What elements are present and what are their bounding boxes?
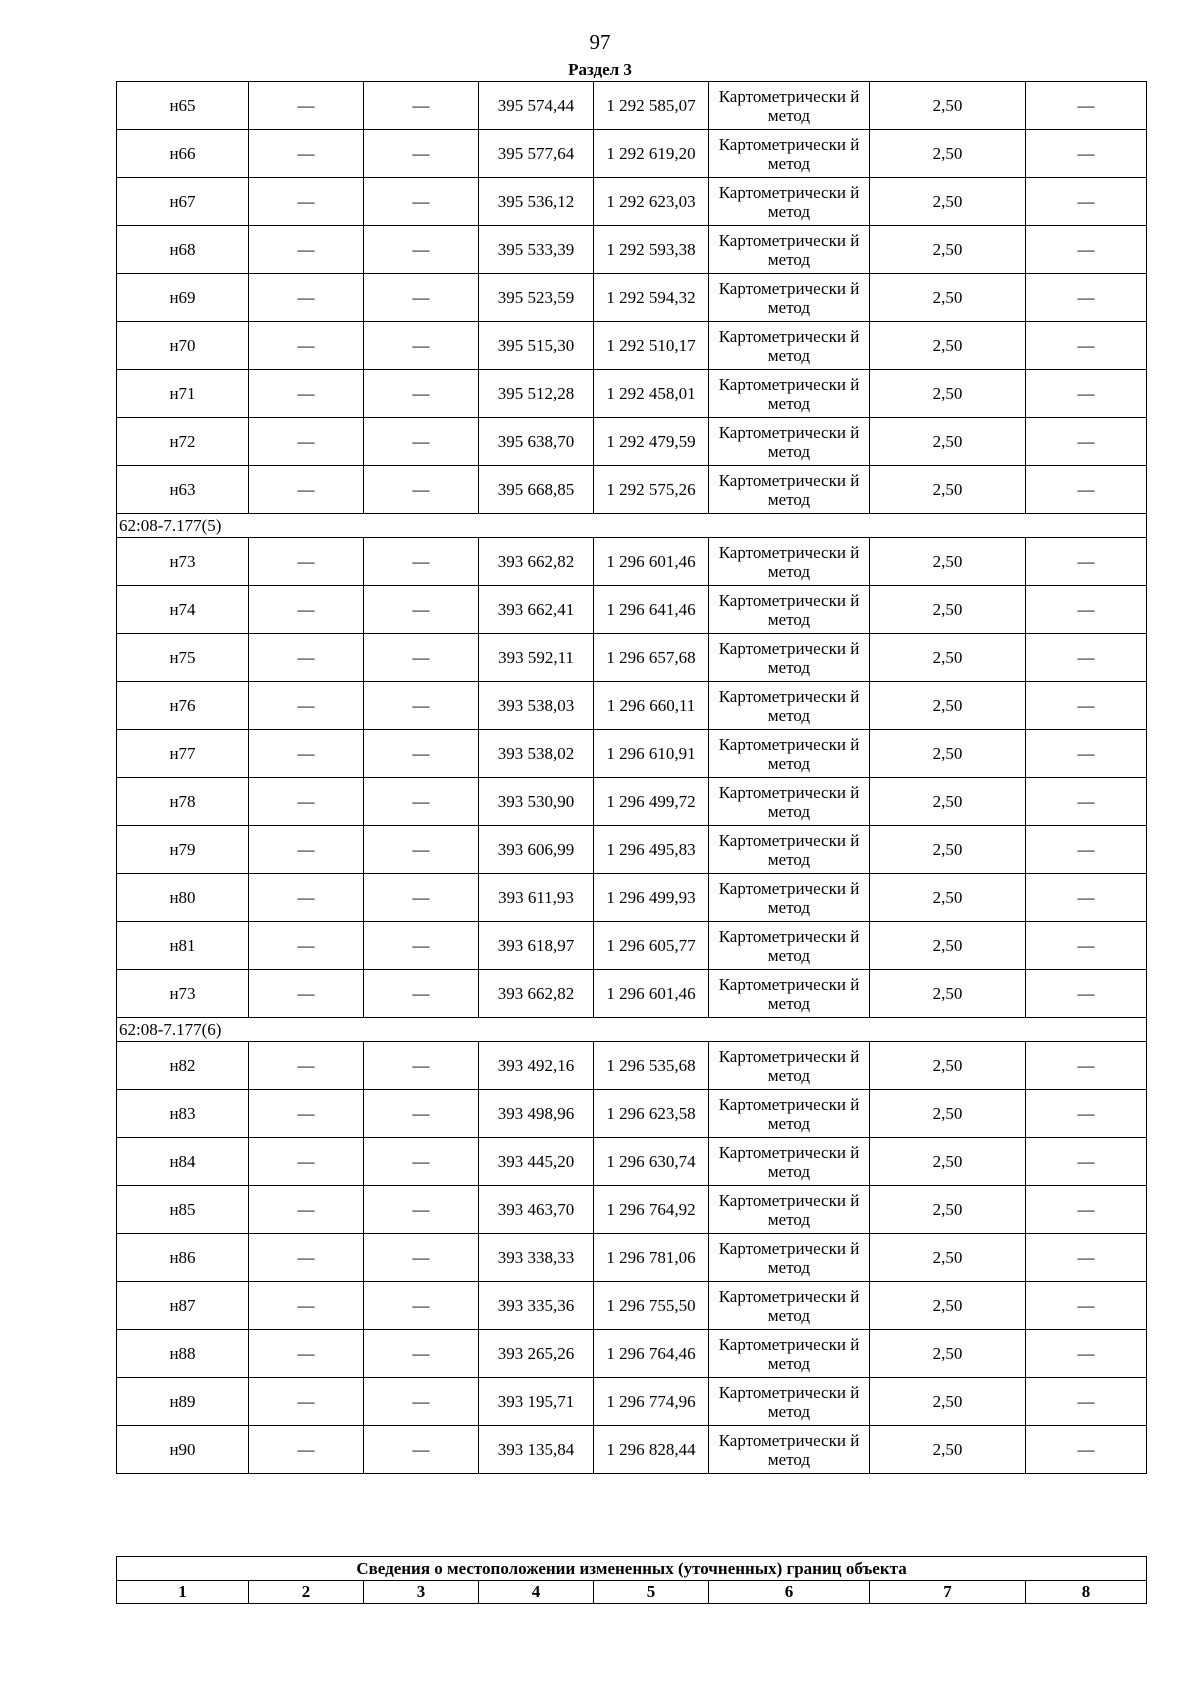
table-row: [117, 418, 1147, 466]
point-name-cell: н81: [117, 922, 249, 970]
y-coordinate-cell: 1 292 510,17: [594, 322, 709, 370]
y-coordinate-cell: 1 296 601,46: [594, 970, 709, 1018]
y-coordinate-cell: 1 296 657,68: [594, 634, 709, 682]
dash-cell: —: [249, 1186, 364, 1234]
table-row: [117, 1186, 1147, 1234]
accuracy-cell: 2,50: [870, 466, 1026, 514]
x-coordinate-cell: 393 606,99: [479, 826, 594, 874]
dash-cell: —: [249, 1378, 364, 1426]
accuracy-cell: 2,50: [870, 586, 1026, 634]
x-coordinate-cell: 393 463,70: [479, 1186, 594, 1234]
dash-cell: —: [249, 226, 364, 274]
dash-cell: —: [364, 1138, 479, 1186]
boundary-info-table: [116, 1556, 1147, 1604]
dash-cell: —: [364, 466, 479, 514]
point-name-cell: н89: [117, 1378, 249, 1426]
dash-cell: —: [1026, 1042, 1147, 1090]
dash-cell: —: [249, 274, 364, 322]
x-coordinate-cell: 395 523,59: [479, 274, 594, 322]
dash-cell: —: [249, 778, 364, 826]
table-row: [117, 82, 1147, 130]
x-coordinate-cell: 395 515,30: [479, 322, 594, 370]
table-row: [117, 130, 1147, 178]
method-cell: Картометрически й метод: [709, 1378, 870, 1426]
point-name-cell: н65: [117, 82, 249, 130]
point-name-cell: н78: [117, 778, 249, 826]
y-coordinate-cell: 1 296 495,83: [594, 826, 709, 874]
dash-cell: —: [1026, 586, 1147, 634]
x-coordinate-cell: 393 135,84: [479, 1426, 594, 1474]
dash-cell: —: [1026, 322, 1147, 370]
dash-cell: —: [249, 1282, 364, 1330]
method-cell: Картометрически й метод: [709, 1282, 870, 1330]
x-coordinate-cell: 393 592,11: [479, 634, 594, 682]
dash-cell: —: [364, 1378, 479, 1426]
dash-cell: —: [364, 1186, 479, 1234]
accuracy-cell: 2,50: [870, 1138, 1026, 1186]
x-coordinate-cell: 395 574,44: [479, 82, 594, 130]
method-cell: Картометрически й метод: [709, 778, 870, 826]
dash-cell: —: [1026, 826, 1147, 874]
dash-cell: —: [1026, 130, 1147, 178]
dash-cell: —: [1026, 538, 1147, 586]
table-row: [117, 970, 1147, 1018]
dash-cell: —: [1026, 682, 1147, 730]
column-number: 5: [594, 1581, 709, 1604]
dash-cell: —: [364, 82, 479, 130]
table-row: [117, 586, 1147, 634]
point-name-cell: н82: [117, 1042, 249, 1090]
point-name-cell: н83: [117, 1090, 249, 1138]
point-name-cell: н87: [117, 1282, 249, 1330]
dash-cell: —: [364, 778, 479, 826]
dash-cell: —: [364, 682, 479, 730]
table-row: [117, 634, 1147, 682]
dash-cell: —: [249, 1138, 364, 1186]
dash-cell: —: [1026, 82, 1147, 130]
dash-cell: —: [1026, 730, 1147, 778]
y-coordinate-cell: 1 292 479,59: [594, 418, 709, 466]
accuracy-cell: 2,50: [870, 178, 1026, 226]
method-cell: Картометрически й метод: [709, 226, 870, 274]
dash-cell: —: [364, 922, 479, 970]
y-coordinate-cell: 1 296 764,92: [594, 1186, 709, 1234]
y-coordinate-cell: 1 292 585,07: [594, 82, 709, 130]
point-name-cell: н70: [117, 322, 249, 370]
dash-cell: —: [249, 1234, 364, 1282]
dash-cell: —: [249, 826, 364, 874]
method-cell: Картометрически й метод: [709, 1330, 870, 1378]
dash-cell: —: [1026, 418, 1147, 466]
table-row: [117, 322, 1147, 370]
x-coordinate-cell: 393 611,93: [479, 874, 594, 922]
method-cell: Картометрически й метод: [709, 1234, 870, 1282]
method-cell: Картометрически й метод: [709, 922, 870, 970]
accuracy-cell: 2,50: [870, 370, 1026, 418]
table-row: [117, 538, 1147, 586]
dash-cell: —: [1026, 634, 1147, 682]
dash-cell: —: [364, 1234, 479, 1282]
accuracy-cell: 2,50: [870, 826, 1026, 874]
table-row: [117, 1138, 1147, 1186]
dash-cell: —: [249, 730, 364, 778]
x-coordinate-cell: 393 265,26: [479, 1330, 594, 1378]
accuracy-cell: 2,50: [870, 322, 1026, 370]
method-cell: Картометрически й метод: [709, 538, 870, 586]
x-coordinate-cell: 393 335,36: [479, 1282, 594, 1330]
method-cell: Картометрически й метод: [709, 634, 870, 682]
dash-cell: —: [364, 1426, 479, 1474]
method-cell: Картометрически й метод: [709, 1138, 870, 1186]
point-name-cell: н76: [117, 682, 249, 730]
x-coordinate-cell: 395 512,28: [479, 370, 594, 418]
x-coordinate-cell: 393 662,41: [479, 586, 594, 634]
point-name-cell: н86: [117, 1234, 249, 1282]
x-coordinate-cell: 393 662,82: [479, 538, 594, 586]
section-title: Раздел 3: [568, 60, 632, 79]
table-row: [117, 178, 1147, 226]
point-name-cell: н73: [117, 538, 249, 586]
y-coordinate-cell: 1 296 535,68: [594, 1042, 709, 1090]
x-coordinate-cell: 393 338,33: [479, 1234, 594, 1282]
dash-cell: —: [364, 226, 479, 274]
accuracy-cell: 2,50: [870, 1042, 1026, 1090]
x-coordinate-cell: 395 536,12: [479, 178, 594, 226]
accuracy-cell: 2,50: [870, 1234, 1026, 1282]
dash-cell: —: [1026, 922, 1147, 970]
dash-cell: —: [1026, 970, 1147, 1018]
x-coordinate-cell: 393 530,90: [479, 778, 594, 826]
dash-cell: —: [364, 1090, 479, 1138]
column-number: 4: [479, 1581, 594, 1604]
dash-cell: —: [249, 1042, 364, 1090]
method-cell: Картометрически й метод: [709, 322, 870, 370]
dash-cell: —: [364, 130, 479, 178]
dash-cell: —: [249, 586, 364, 634]
table-row: [117, 1282, 1147, 1330]
dash-cell: —: [364, 1330, 479, 1378]
column-number: 6: [709, 1581, 870, 1604]
dash-cell: —: [1026, 778, 1147, 826]
point-name-cell: н63: [117, 466, 249, 514]
point-name-cell: н79: [117, 826, 249, 874]
method-cell: Картометрически й метод: [709, 466, 870, 514]
dash-cell: —: [1026, 1138, 1147, 1186]
accuracy-cell: 2,50: [870, 1330, 1026, 1378]
point-name-cell: н72: [117, 418, 249, 466]
dash-cell: —: [249, 1090, 364, 1138]
dash-cell: —: [1026, 466, 1147, 514]
dash-cell: —: [364, 370, 479, 418]
accuracy-cell: 2,50: [870, 730, 1026, 778]
column-number: 7: [870, 1581, 1026, 1604]
y-coordinate-cell: 1 292 593,38: [594, 226, 709, 274]
x-coordinate-cell: 393 538,03: [479, 682, 594, 730]
page-number: 97: [589, 30, 611, 54]
point-name-cell: н88: [117, 1330, 249, 1378]
y-coordinate-cell: 1 292 619,20: [594, 130, 709, 178]
group-header-row: [117, 514, 1147, 538]
dash-cell: —: [364, 586, 479, 634]
dash-cell: —: [1026, 1186, 1147, 1234]
point-name-cell: н66: [117, 130, 249, 178]
table-row: [117, 1330, 1147, 1378]
method-cell: Картометрически й метод: [709, 130, 870, 178]
accuracy-cell: 2,50: [870, 778, 1026, 826]
accuracy-cell: 2,50: [870, 922, 1026, 970]
dash-cell: —: [249, 82, 364, 130]
dash-cell: —: [1026, 178, 1147, 226]
accuracy-cell: 2,50: [870, 1282, 1026, 1330]
accuracy-cell: 2,50: [870, 682, 1026, 730]
method-cell: Картометрически й метод: [709, 370, 870, 418]
point-name-cell: н69: [117, 274, 249, 322]
table-row: [117, 1090, 1147, 1138]
x-coordinate-cell: 395 638,70: [479, 418, 594, 466]
dash-cell: —: [364, 1282, 479, 1330]
x-coordinate-cell: 393 618,97: [479, 922, 594, 970]
y-coordinate-cell: 1 292 594,32: [594, 274, 709, 322]
group-label: 62:08-7.177(6): [117, 1018, 1147, 1042]
dash-cell: —: [249, 466, 364, 514]
accuracy-cell: 2,50: [870, 82, 1026, 130]
y-coordinate-cell: 1 296 623,58: [594, 1090, 709, 1138]
footer-title: Сведения о местоположении измененных (уточненных) границ объекта: [117, 1557, 1147, 1581]
dash-cell: —: [249, 322, 364, 370]
dash-cell: —: [249, 922, 364, 970]
table-row: [117, 730, 1147, 778]
accuracy-cell: 2,50: [870, 634, 1026, 682]
table-row: [117, 874, 1147, 922]
dash-cell: —: [249, 1426, 364, 1474]
y-coordinate-cell: 1 292 623,03: [594, 178, 709, 226]
dash-cell: —: [364, 538, 479, 586]
accuracy-cell: 2,50: [870, 538, 1026, 586]
point-name-cell: н90: [117, 1426, 249, 1474]
method-cell: Картометрически й метод: [709, 418, 870, 466]
dash-cell: —: [364, 874, 479, 922]
dash-cell: —: [249, 874, 364, 922]
table-row: [117, 922, 1147, 970]
y-coordinate-cell: 1 296 610,91: [594, 730, 709, 778]
y-coordinate-cell: 1 296 781,06: [594, 1234, 709, 1282]
dash-cell: —: [1026, 1282, 1147, 1330]
x-coordinate-cell: 393 195,71: [479, 1378, 594, 1426]
dash-cell: —: [1026, 1426, 1147, 1474]
method-cell: Картометрически й метод: [709, 82, 870, 130]
point-name-cell: н71: [117, 370, 249, 418]
y-coordinate-cell: 1 296 828,44: [594, 1426, 709, 1474]
dash-cell: —: [364, 178, 479, 226]
table-row: [117, 1378, 1147, 1426]
point-name-cell: н74: [117, 586, 249, 634]
dash-cell: —: [249, 970, 364, 1018]
y-coordinate-cell: 1 296 601,46: [594, 538, 709, 586]
x-coordinate-cell: 395 668,85: [479, 466, 594, 514]
x-coordinate-cell: 395 533,39: [479, 226, 594, 274]
point-name-cell: н80: [117, 874, 249, 922]
point-name-cell: н75: [117, 634, 249, 682]
accuracy-cell: 2,50: [870, 226, 1026, 274]
dash-cell: —: [1026, 1330, 1147, 1378]
column-number: 3: [364, 1581, 479, 1604]
y-coordinate-cell: 1 296 660,11: [594, 682, 709, 730]
table-row: [117, 466, 1147, 514]
method-cell: Картометрически й метод: [709, 682, 870, 730]
accuracy-cell: 2,50: [870, 1378, 1026, 1426]
accuracy-cell: 2,50: [870, 1186, 1026, 1234]
dash-cell: —: [1026, 274, 1147, 322]
column-number: 1: [117, 1581, 249, 1604]
dash-cell: —: [364, 418, 479, 466]
y-coordinate-cell: 1 296 630,74: [594, 1138, 709, 1186]
method-cell: Картометрически й метод: [709, 826, 870, 874]
accuracy-cell: 2,50: [870, 418, 1026, 466]
x-coordinate-cell: 393 445,20: [479, 1138, 594, 1186]
dash-cell: —: [249, 418, 364, 466]
dash-cell: —: [364, 274, 479, 322]
dash-cell: —: [1026, 874, 1147, 922]
accuracy-cell: 2,50: [870, 970, 1026, 1018]
y-coordinate-cell: 1 292 575,26: [594, 466, 709, 514]
dash-cell: —: [364, 1042, 479, 1090]
dash-cell: —: [1026, 226, 1147, 274]
dash-cell: —: [249, 370, 364, 418]
method-cell: Картометрически й метод: [709, 1090, 870, 1138]
group-header-row: [117, 1018, 1147, 1042]
y-coordinate-cell: 1 296 774,96: [594, 1378, 709, 1426]
method-cell: Картометрически й метод: [709, 970, 870, 1018]
table-row: [117, 370, 1147, 418]
x-coordinate-cell: 393 492,16: [479, 1042, 594, 1090]
y-coordinate-cell: 1 296 755,50: [594, 1282, 709, 1330]
y-coordinate-cell: 1 292 458,01: [594, 370, 709, 418]
table-row: [117, 274, 1147, 322]
x-coordinate-cell: 393 498,96: [479, 1090, 594, 1138]
point-name-cell: н73: [117, 970, 249, 1018]
y-coordinate-cell: 1 296 499,72: [594, 778, 709, 826]
accuracy-cell: 2,50: [870, 130, 1026, 178]
dash-cell: —: [249, 1330, 364, 1378]
dash-cell: —: [364, 634, 479, 682]
method-cell: Картометрически й метод: [709, 1042, 870, 1090]
y-coordinate-cell: 1 296 499,93: [594, 874, 709, 922]
dash-cell: —: [249, 538, 364, 586]
table-row: [117, 1234, 1147, 1282]
method-cell: Картометрически й метод: [709, 178, 870, 226]
y-coordinate-cell: 1 296 641,46: [594, 586, 709, 634]
table-row: [117, 682, 1147, 730]
x-coordinate-cell: 393 538,02: [479, 730, 594, 778]
dash-cell: —: [249, 682, 364, 730]
point-name-cell: н68: [117, 226, 249, 274]
method-cell: Картометрически й метод: [709, 730, 870, 778]
table-row: [117, 826, 1147, 874]
method-cell: Картометрически й метод: [709, 274, 870, 322]
dash-cell: —: [1026, 1090, 1147, 1138]
table-row: [117, 778, 1147, 826]
point-name-cell: н67: [117, 178, 249, 226]
group-label: 62:08-7.177(5): [117, 514, 1147, 538]
coordinates-table: [116, 81, 1147, 1474]
accuracy-cell: 2,50: [870, 874, 1026, 922]
column-number: 2: [249, 1581, 364, 1604]
method-cell: Картометрически й метод: [709, 1186, 870, 1234]
dash-cell: —: [1026, 1378, 1147, 1426]
dash-cell: —: [364, 322, 479, 370]
method-cell: Картометрически й метод: [709, 586, 870, 634]
dash-cell: —: [364, 730, 479, 778]
dash-cell: —: [249, 130, 364, 178]
x-coordinate-cell: 393 662,82: [479, 970, 594, 1018]
accuracy-cell: 2,50: [870, 274, 1026, 322]
column-number: 8: [1026, 1581, 1147, 1604]
table-row: [117, 226, 1147, 274]
point-name-cell: н84: [117, 1138, 249, 1186]
point-name-cell: н77: [117, 730, 249, 778]
method-cell: Картометрически й метод: [709, 1426, 870, 1474]
dash-cell: —: [364, 826, 479, 874]
dash-cell: —: [249, 634, 364, 682]
method-cell: Картометрически й метод: [709, 874, 870, 922]
table-row: [117, 1042, 1147, 1090]
dash-cell: —: [1026, 1234, 1147, 1282]
dash-cell: —: [364, 970, 479, 1018]
column-number-row: [117, 1581, 1147, 1604]
table-row: [117, 1426, 1147, 1474]
accuracy-cell: 2,50: [870, 1090, 1026, 1138]
point-name-cell: н85: [117, 1186, 249, 1234]
dash-cell: —: [249, 178, 364, 226]
x-coordinate-cell: 395 577,64: [479, 130, 594, 178]
dash-cell: —: [1026, 370, 1147, 418]
y-coordinate-cell: 1 296 605,77: [594, 922, 709, 970]
accuracy-cell: 2,50: [870, 1426, 1026, 1474]
y-coordinate-cell: 1 296 764,46: [594, 1330, 709, 1378]
footer-title-row: [117, 1557, 1147, 1581]
